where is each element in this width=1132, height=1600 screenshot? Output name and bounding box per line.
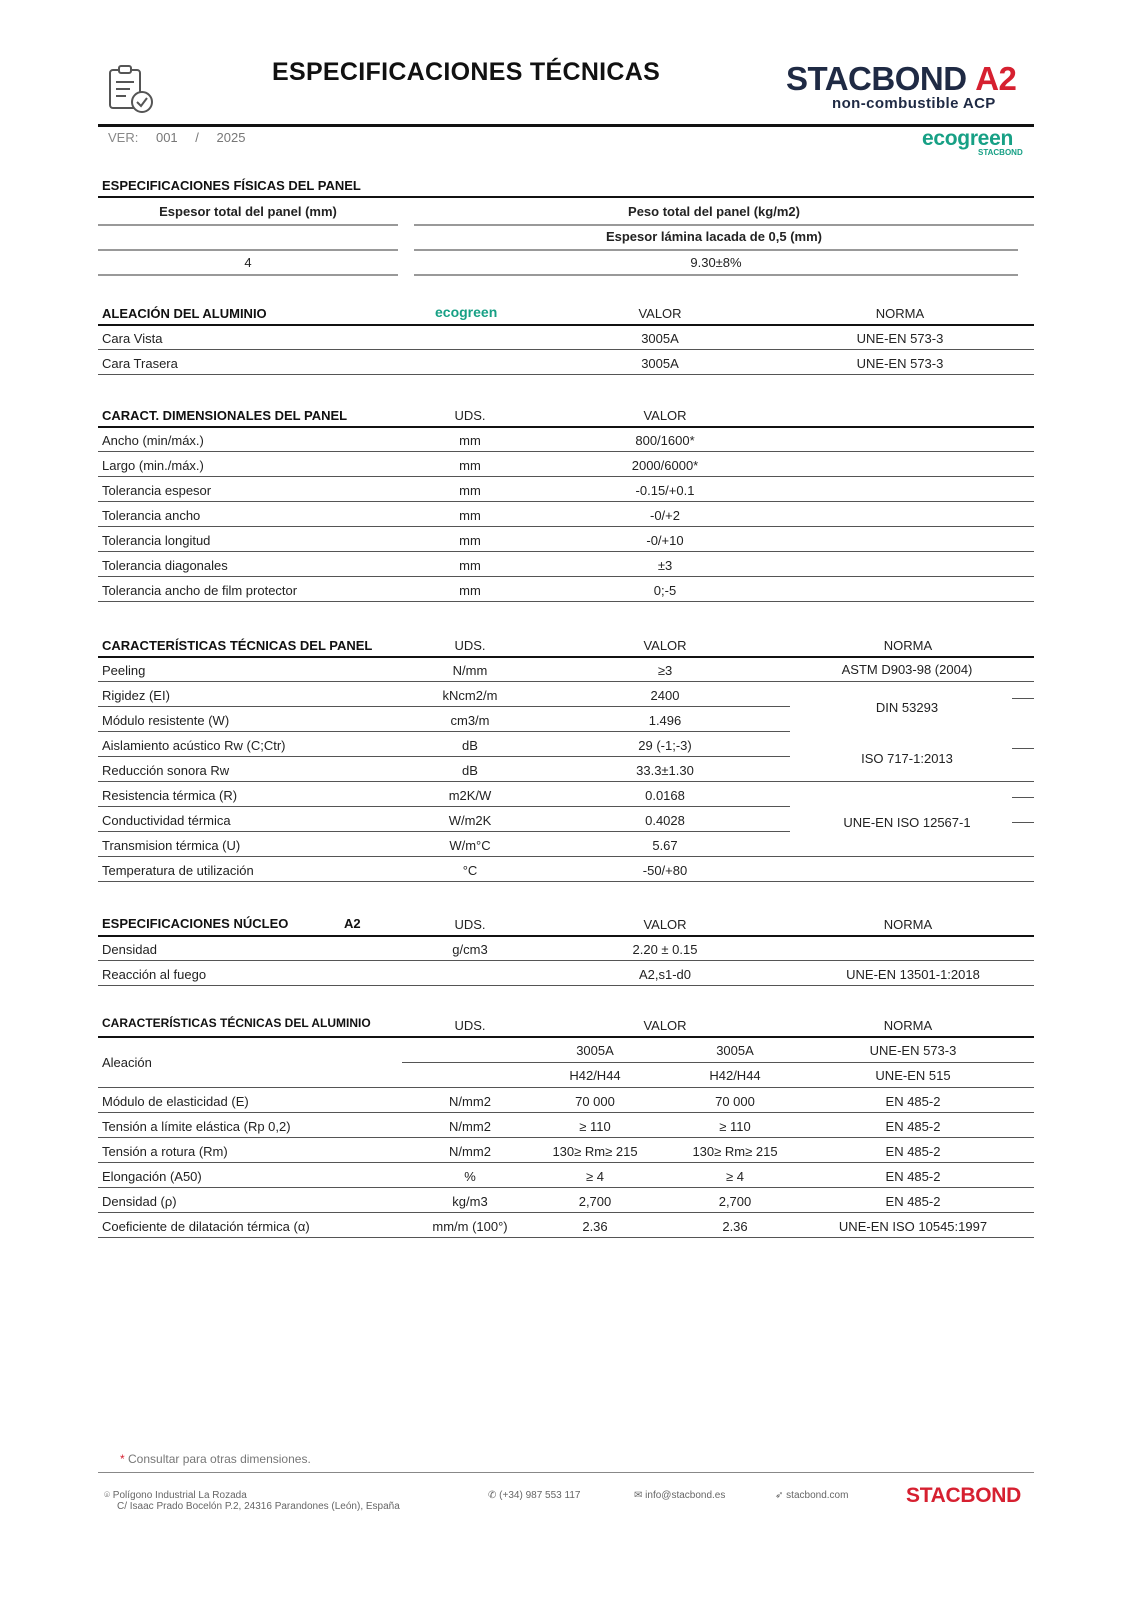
footnote-text: Consultar para otras dimensiones.	[128, 1452, 311, 1466]
tecnicas_aluminio-name: Coeficiente de dilatación térmica (α)	[102, 1219, 310, 1234]
email-text: info@stacbond.es	[645, 1490, 726, 1501]
dimensionales-uds: mm	[459, 558, 481, 573]
tecnicas_panel-valor: ≥3	[657, 663, 673, 678]
tecnicas_aluminio-v1: 2.36	[582, 1219, 608, 1234]
tecnicas_panel-name: Resistencia térmica (R)	[102, 788, 238, 803]
tecnicas_panel-valor: 0.4028	[645, 813, 685, 828]
mail-icon: ✉	[634, 1490, 643, 1501]
page-title: ESPECIFICACIONES TÉCNICAS	[272, 58, 661, 86]
tecnicas_aluminio-v1: 130≥ Rm≥ 215	[552, 1144, 638, 1159]
fisicas-col2-header: Peso total del panel (kg/m2)	[628, 204, 800, 219]
tecnicas_panel-uds: W/m2K	[448, 813, 492, 828]
tecnicas_panel-valor: 2400	[650, 688, 680, 703]
tecnicas_aluminio-v2: 130≥ Rm≥ 215	[692, 1144, 778, 1159]
row-divider	[98, 1187, 1034, 1188]
location-pin-icon: ⌾	[104, 1490, 110, 1501]
row-divider	[98, 681, 1034, 682]
tecnicas_panel-name: Peeling	[102, 663, 146, 678]
tecnicas_panel-valor: 1.496	[648, 713, 682, 728]
dimensionales-uds: mm	[459, 433, 481, 448]
nucleo-valor: A2,s1-d0	[638, 967, 692, 982]
dimensionales-valor: 2000/6000*	[631, 458, 699, 473]
tecnicas_panel-uds: W/m°C	[449, 838, 491, 853]
tecnicas_aluminio-v2: 2.36	[722, 1219, 748, 1234]
divider	[98, 935, 1034, 937]
tecnicas_aluminio-v1: 70 000	[575, 1094, 615, 1109]
tecnicas_panel-uds: dB	[462, 738, 478, 753]
version-label	[108, 130, 259, 145]
nucleo-name: Densidad	[102, 942, 157, 957]
row-divider	[98, 349, 1034, 350]
tecnicas_aluminio-name: Tensión a límite elástica (Rp 0,2)	[102, 1119, 291, 1134]
divider	[414, 249, 1018, 251]
dimensionales-valor: -0.15/+0.1	[635, 483, 695, 498]
row-divider	[98, 526, 1034, 527]
web-text: stacbond.com	[786, 1490, 849, 1501]
tecnicas_panel-valor: -50/+80	[642, 863, 688, 878]
ta-header-valor: VALOR	[643, 1018, 687, 1033]
dimensionales-name: Tolerancia espesor	[102, 483, 212, 498]
tecnicas_panel-uds: °C	[462, 863, 478, 878]
row-divider	[98, 374, 1034, 375]
row-divider	[98, 706, 790, 707]
row-divider	[98, 1212, 1034, 1213]
tecnicas_aluminio-v2: 2,700	[718, 1194, 752, 1209]
tecnicas_panel-valor: 5.67	[652, 838, 678, 853]
row-divider	[98, 985, 1034, 986]
dimensionales-name: Tolerancia ancho	[102, 508, 201, 523]
row-divider	[98, 1137, 1034, 1138]
divider	[98, 196, 1034, 198]
aleacion-name: Cara Trasera	[102, 356, 178, 371]
section-title-dimensionales: CARACT. DIMENSIONALES DEL PANEL	[102, 408, 348, 423]
tecnicas_panel-name: Conductividad térmica	[102, 813, 231, 828]
clipboard-check-icon	[108, 64, 156, 119]
footer-phone[interactable]	[488, 1490, 580, 1501]
divider	[98, 274, 398, 276]
row-divider	[98, 1112, 1034, 1113]
row-divider	[98, 831, 790, 832]
row-divider	[98, 731, 790, 732]
ta-header-uds: UDS.	[454, 1018, 486, 1033]
tecnicas_aluminio-name: Densidad (ρ)	[102, 1194, 177, 1209]
fisicas-col2-subheader: Espesor lámina lacada de 0,5 (mm)	[605, 229, 823, 244]
aleacion-norma: UNE-EN 573-3	[856, 331, 944, 346]
tecnicas_panel-name: Rigidez (EI)	[102, 688, 170, 703]
tecnicas_panel-name: Aislamiento acústico Rw (C;Ctr)	[102, 738, 286, 753]
divider	[98, 1036, 1034, 1038]
tecnicas_panel-name: Temperatura de utilización	[102, 863, 254, 878]
tecnicas_aluminio-norma: EN 485-2	[885, 1119, 941, 1134]
dimensionales-name: Tolerancia ancho de film protector	[102, 583, 298, 598]
divider	[98, 656, 1034, 658]
dim-header-uds: UDS.	[454, 408, 486, 423]
ver-label: VER:	[108, 130, 139, 145]
tecnicas_aluminio-name: Tensión a rotura (Rm)	[102, 1144, 228, 1159]
aleacion-header-valor: VALOR	[638, 306, 682, 321]
ta-aleacion-v2a: 3005A	[716, 1043, 754, 1058]
norma-peeling: ASTM D903-98 (2004)	[841, 662, 973, 677]
norma-tick	[1012, 797, 1034, 798]
nucleo-valor: 2.20 ± 0.15	[632, 942, 698, 957]
tecnicas_aluminio-uds: %	[464, 1169, 476, 1184]
address-line2: C/ Isaac Prado Bocelón P.2, 24316 Parandones (León), España	[117, 1501, 400, 1512]
row-divider	[98, 451, 1034, 452]
norma-iso717: ISO 717-1:2013	[861, 751, 953, 766]
tp-header-uds: UDS.	[454, 638, 486, 653]
tecnicas_aluminio-v1: ≥ 110	[579, 1119, 611, 1134]
ta-aleacion-v1a: 3005A	[576, 1043, 614, 1058]
tecnicas_aluminio-v1: ≥ 4	[586, 1169, 604, 1184]
ta-aleacion-norma-a: UNE-EN 573-3	[869, 1043, 957, 1058]
row-divider	[98, 856, 1034, 857]
footer-address	[104, 1490, 400, 1512]
aleacion-header-norma: NORMA	[875, 306, 925, 321]
nucleo-tag: A2	[344, 916, 361, 931]
nucleo-header-valor: VALOR	[643, 917, 687, 932]
dimensionales-valor: -0/+10	[646, 533, 684, 548]
tecnicas_aluminio-v1: 2,700	[578, 1194, 612, 1209]
divider	[414, 274, 1018, 276]
aleacion-valor: 3005A	[641, 331, 679, 346]
footnote	[120, 1452, 311, 1466]
tecnicas_panel-uds: dB	[462, 763, 478, 778]
row-divider	[98, 551, 1034, 552]
divider	[98, 224, 398, 226]
brand-name: STACBOND	[786, 60, 967, 97]
dimensionales-name: Tolerancia longitud	[102, 533, 211, 548]
phone-icon: ✆	[488, 1490, 497, 1501]
tp-header-norma: NORMA	[883, 638, 933, 653]
ver-number: 001	[155, 130, 178, 145]
dimensionales-uds: mm	[459, 583, 481, 598]
tecnicas_panel-uds: N/mm	[452, 663, 488, 678]
footer-web[interactable]	[775, 1490, 848, 1501]
phone-text: (+34) 987 553 117	[499, 1490, 581, 1501]
nucleo-header-uds: UDS.	[454, 917, 486, 932]
tecnicas_panel-valor: 29 (-1;-3)	[638, 738, 692, 753]
tecnicas_panel-name: Reducción sonora Rw	[102, 763, 230, 778]
dimensionales-valor: -0/+2	[650, 508, 680, 523]
norma-tick	[1012, 698, 1034, 699]
norma-tick	[1012, 748, 1034, 749]
tecnicas_aluminio-v2: 70 000	[715, 1094, 755, 1109]
tecnicas_panel-name: Transmision térmica (U)	[102, 838, 241, 853]
norma-iso12567: UNE-EN ISO 12567-1	[843, 815, 971, 830]
header-divider	[98, 124, 1034, 127]
tecnicas_panel-valor: 0.0168	[645, 788, 685, 803]
ta-aleacion-label: Aleación	[102, 1055, 152, 1070]
section-title-tecnicas-aluminio: CARACTERÍSTICAS TÉCNICAS DEL ALUMINIO	[102, 1016, 371, 1030]
cursor-icon: ➶	[775, 1490, 784, 1501]
ecogreen-tag: ecogreen	[435, 304, 498, 320]
tecnicas_aluminio-uds: kg/m3	[452, 1194, 488, 1209]
footer-logo: STACBOND	[906, 1484, 1022, 1507]
aleacion-norma: UNE-EN 573-3	[856, 356, 944, 371]
tecnicas_aluminio-norma: EN 485-2	[885, 1169, 941, 1184]
dimensionales-valor: ±3	[657, 558, 673, 573]
row-divider	[98, 601, 1034, 602]
tecnicas_aluminio-uds: mm/m (100°)	[432, 1219, 508, 1234]
aleacion-name: Cara Vista	[102, 331, 163, 346]
tecnicas_panel-uds: cm3/m	[450, 713, 490, 728]
divider	[98, 1087, 1034, 1088]
ecogreen-logo: ecogreen	[922, 127, 1013, 150]
address-line1: Polígono Industrial La Rozada	[112, 1490, 247, 1501]
dimensionales-valor: 0;-5	[653, 583, 677, 598]
fisicas-espesor-value: 4	[244, 255, 252, 270]
footnote-star: *	[120, 1452, 125, 1466]
section-title-tecnicas-panel: CARACTERÍSTICAS TÉCNICAS DEL PANEL	[102, 638, 373, 653]
dimensionales-uds: mm	[459, 458, 481, 473]
ver-separator: /	[195, 130, 199, 145]
tecnicas_aluminio-v2: ≥ 4	[726, 1169, 744, 1184]
nucleo-name: Reacción al fuego	[102, 967, 207, 982]
section-title-fisicas: ESPECIFICACIONES FÍSICAS DEL PANEL	[102, 178, 361, 193]
brand-suffix: A2	[975, 60, 1017, 97]
tecnicas_aluminio-name: Elongación (A50)	[102, 1169, 202, 1184]
aleacion-valor: 3005A	[641, 356, 679, 371]
footer-email[interactable]	[634, 1490, 725, 1501]
ta-aleacion-norma-b: UNE-EN 515	[875, 1068, 951, 1083]
section-title-aleacion: ALEACIÓN DEL ALUMINIO	[102, 306, 267, 321]
nucleo-uds: g/cm3	[452, 942, 488, 957]
norma-din: DIN 53293	[875, 700, 939, 715]
divider	[98, 324, 1034, 326]
tecnicas_aluminio-v2: ≥ 110	[719, 1119, 751, 1134]
tecnicas_panel-uds: kNcm2/m	[442, 688, 498, 703]
divider	[402, 1062, 1034, 1063]
dimensionales-uds: mm	[459, 508, 481, 523]
fisicas-peso-value: 9.30±8%	[690, 255, 742, 270]
row-divider	[98, 806, 790, 807]
row-divider	[98, 1162, 1034, 1163]
ta-header-norma: NORMA	[883, 1018, 933, 1033]
footer-divider	[98, 1472, 1034, 1473]
tecnicas_aluminio-uds: N/mm2	[449, 1119, 491, 1134]
tecnicas_panel-name: Módulo resistente (W)	[102, 713, 230, 728]
dimensionales-name: Tolerancia diagonales	[102, 558, 228, 573]
divider	[98, 249, 398, 251]
divider	[414, 224, 1034, 226]
row-divider	[98, 476, 1034, 477]
row-divider	[98, 756, 790, 757]
ta-aleacion-v2b: H42/H44	[709, 1068, 761, 1083]
brand-tagline: non-combustible ACP	[832, 95, 996, 112]
dimensionales-valor: 800/1600*	[635, 433, 695, 448]
tecnicas_aluminio-uds: N/mm2	[449, 1144, 491, 1159]
ver-year: 2025	[216, 130, 246, 145]
row-divider	[98, 881, 1034, 882]
ecogreen-sub: STACBOND	[978, 148, 1023, 157]
tecnicas_aluminio-norma: EN 485-2	[885, 1144, 941, 1159]
tp-header-valor: VALOR	[643, 638, 687, 653]
tecnicas_aluminio-name: Módulo de elasticidad (E)	[102, 1094, 249, 1109]
nucleo-header-norma: NORMA	[883, 917, 933, 932]
dimensionales-name: Largo (min./máx.)	[102, 458, 204, 473]
tecnicas_aluminio-norma: EN 485-2	[885, 1094, 941, 1109]
row-divider	[98, 1237, 1034, 1238]
ta-aleacion-v1b: H42/H44	[569, 1068, 621, 1083]
brand-logo	[786, 60, 1016, 98]
section-title-nucleo: ESPECIFICACIONES NÚCLEO	[102, 916, 289, 931]
dimensionales-uds: mm	[459, 483, 481, 498]
tecnicas_aluminio-norma: UNE-EN ISO 10545:1997	[838, 1219, 988, 1234]
divider	[98, 426, 1034, 428]
row-divider	[98, 781, 1034, 782]
row-divider	[98, 960, 1034, 961]
tecnicas_panel-valor: 33.3±1.30	[636, 763, 694, 778]
dimensionales-uds: mm	[459, 533, 481, 548]
nucleo-norma: UNE-EN 13501-1:2018	[846, 967, 980, 982]
row-divider	[98, 576, 1034, 577]
tecnicas_panel-uds: m2K/W	[448, 788, 492, 803]
dimensionales-name: Ancho (min/máx.)	[102, 433, 204, 448]
dim-header-valor: VALOR	[643, 408, 687, 423]
tecnicas_aluminio-uds: N/mm2	[449, 1094, 491, 1109]
fisicas-col1-header: Espesor total del panel (mm)	[159, 204, 337, 219]
tecnicas_aluminio-norma: EN 485-2	[885, 1194, 941, 1209]
row-divider	[98, 501, 1034, 502]
